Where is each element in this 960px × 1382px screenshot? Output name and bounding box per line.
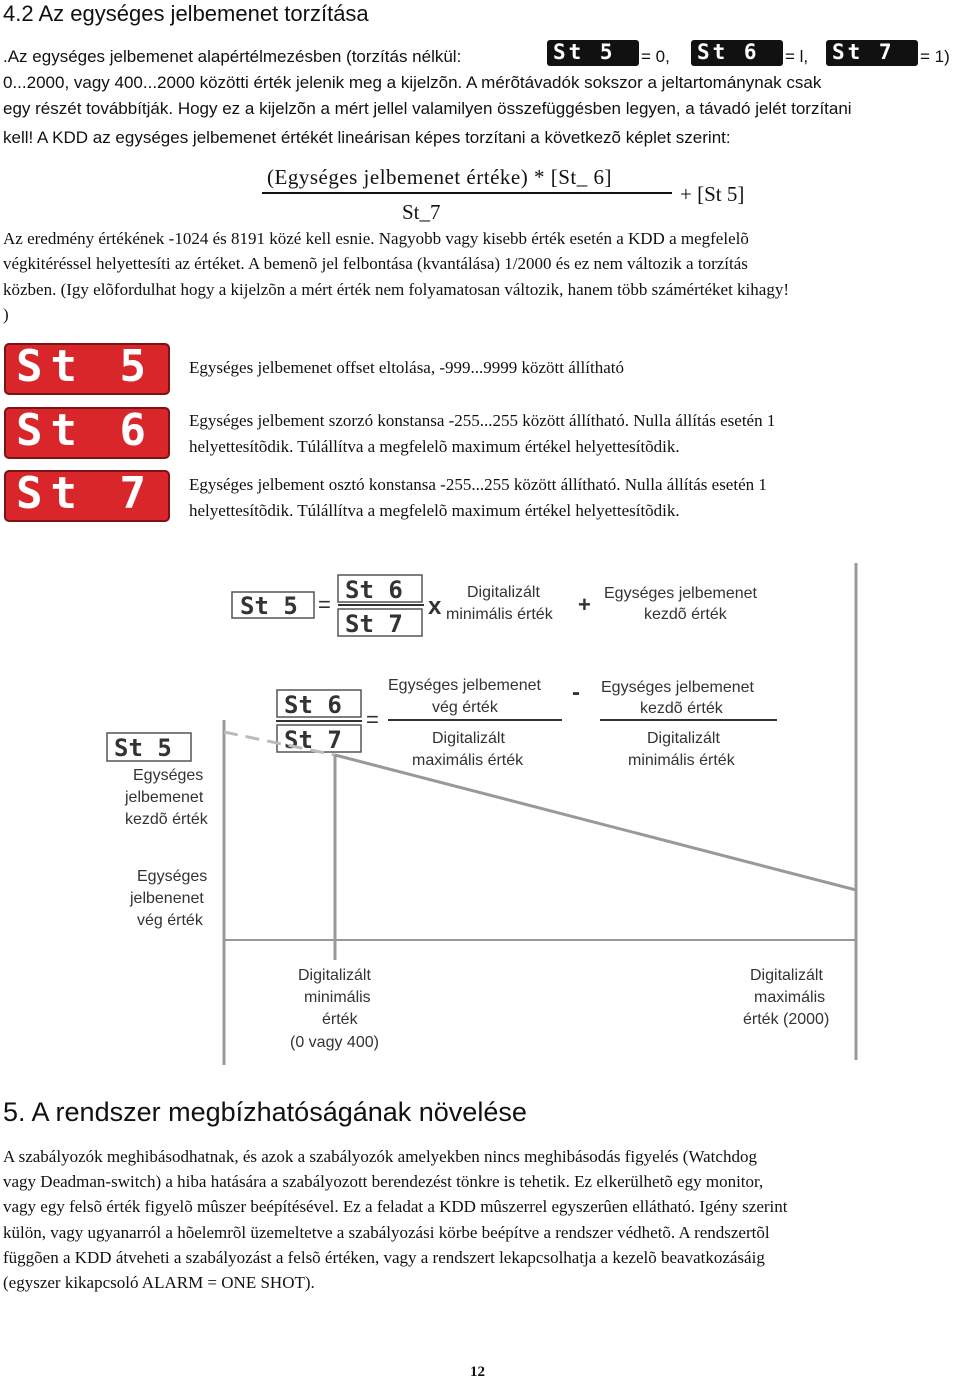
st5-display-large-label: St 5 — [16, 341, 154, 392]
diagram-r1-term1-a: Digitalizált — [467, 584, 540, 601]
diagram-r1-plus: + — [578, 592, 591, 617]
section-title: 4.2 Az egységes jelbemenet torzítása — [3, 1, 369, 26]
diagram-r2-st6-label: St 6 — [284, 691, 342, 719]
intro-eq0: = 0, — [641, 47, 670, 66]
param-st6-desc-2: helyettesítõdik. Túlállítva a megfelelõ maximum értékel helyettesítõdik. — [189, 437, 680, 456]
x-max-3: érték (2000) — [743, 1011, 830, 1028]
intro-line-4: kell! A KDD az egységes jelbemenet értékét lineárisan képes torzítani a következõ képlet szerint: — [3, 128, 731, 147]
y-end-1: Egységes — [137, 868, 208, 885]
diagram-slope-line — [335, 755, 856, 890]
section5-line-6: (egyszer kikapcsoló ALARM = ONE SHOT). — [3, 1273, 315, 1292]
st6-display-label: St 6 — [697, 40, 760, 64]
diagram-st7-label: St 7 — [345, 610, 403, 638]
result-line-1: Az eredmény értékének -1024 és 8191 közé kell esnie. Nagyobb vagy kisebb érték esetén a KDD a megfelelõ — [3, 229, 749, 248]
diagram-st6-label: St 6 — [345, 576, 403, 604]
y-end-3: vég érték — [137, 912, 203, 929]
diagram-r2-f2-num-a: Egységes jelbemenet — [601, 679, 754, 696]
intro-eq1: = l, — [785, 47, 809, 66]
st7-display-large — [4, 470, 170, 522]
y-end-2: jelbenenet — [130, 890, 204, 907]
diagram-r1-term2-a: Egységes jelbemenet — [604, 585, 757, 602]
diagram-r1-term1-b: minimális érték — [446, 606, 553, 623]
diagram-r1-term2-b: kezdõ érték — [644, 606, 727, 623]
x-max-2: maximális — [754, 989, 826, 1006]
st6-display-large-label: St 6 — [16, 405, 154, 456]
x-min-4: (0 vagy 400) — [290, 1034, 379, 1051]
param-st7-desc-2: helyettesítõdik. Túlállítva a megfelelõ maximum értékel helyettesítõdik. — [189, 501, 680, 520]
diagram-r2-f2-den-a: Digitalizált — [647, 730, 720, 747]
diagram-st5-label: St 5 — [240, 592, 298, 620]
st5-display-label: St 5 — [553, 40, 616, 64]
x-max-1: Digitalizált — [750, 967, 823, 984]
section5-line-3: vagy egy felsõ érték figyelõ mûszer beépítésével. Ez a feladat a KDD mûszerrel egyszerûen ellátható. Igény szerint — [3, 1197, 788, 1216]
section5-line-1: A szabályozók meghibásodhatnak, és azok a szabályozók amelyekben nincs meghibásodás figyelés (Watchdog — [3, 1147, 757, 1166]
st7-display-label: St 7 — [832, 40, 895, 64]
page-number: 12 — [470, 1364, 485, 1380]
section5-line-5: függõen a KDD átveheti a szabályozást a felsõ értéken, vagy a rendszert lekapcsolhatja a kezelõ beavatkozásáig — [3, 1248, 765, 1267]
diagram-r2-f1-num-a: Egységes jelbemenet — [388, 677, 541, 694]
formula-numerator: (Egységes jelbemenet értéke) * [St_ 6] — [267, 165, 612, 189]
formula-fraction-line — [262, 192, 672, 194]
diagram-r2-f1-den-a: Digitalizált — [432, 730, 505, 747]
intro-line-1: .Az egységes jelbemenet alapértélmezésben (torzítás nélkül: — [3, 47, 462, 66]
diagram-r2-f2-num-b: kezdõ érték — [640, 700, 723, 717]
section5-line-2: vagy Deadman-switch) a hiba hatására a szabályozott berendezést tönkre is tehetik. Ez elkerülhetõ egy monitor, — [3, 1172, 764, 1191]
x-min-2: minimális — [304, 989, 371, 1006]
diagram-r2-eq: = — [366, 707, 379, 732]
formula-denominator: St_7 — [402, 200, 441, 224]
intro-eq2: = 1) — [920, 47, 950, 66]
st7-display-small — [826, 40, 918, 66]
result-line-4: ) — [3, 305, 9, 324]
section5-title: 5. A rendszer megbízhatóságának növelése — [3, 1097, 527, 1127]
param-st6-desc-1: Egységes jelbement szorzó konstansa -255...255 között állítható. Nulla állítás esetén 1 — [189, 411, 776, 430]
y-start-1: Egységes — [133, 767, 204, 784]
param-st7-desc-1: Egységes jelbement osztó konstansa -255...255 között állítható. Nulla állítás esetén 1 — [189, 475, 767, 494]
scaling-diagram — [0, 560, 960, 1070]
section5-line-4: külön, vagy ugyanarról a hõelemrõl üzemeltetve a szabályozási körbe beépítve a rendszer védhetõ. A rendszertõl — [3, 1223, 770, 1242]
x-min-1: Digitalizált — [298, 967, 371, 984]
st5-display-large — [4, 343, 170, 395]
diagram-r2-minus: - — [572, 679, 580, 706]
y-start-2: jelbemenet — [125, 789, 204, 806]
diagram-times: x — [428, 593, 442, 620]
diagram-r2-f1-den-b: maximális érték — [412, 752, 524, 769]
st5-display-small — [547, 40, 639, 66]
diagram-left-st5-label: St 5 — [114, 734, 172, 762]
diagram-r2-f2-den-b: minimális érték — [628, 752, 735, 769]
y-start-3: kezdõ érték — [125, 811, 208, 828]
st6-display-small — [691, 40, 783, 66]
formula-plus-term: + [St 5] — [680, 182, 745, 206]
result-line-3: közben. (Igy elõfordulhat hogy a kijelzõn a mért érték nem folyamatosan változik, hanem több számértéket kihagy! — [3, 280, 789, 299]
diagram-r2-f1-num-b: vég érték — [432, 699, 498, 716]
intro-line-2: 0...2000, vagy 400...2000 közötti érték jelenik meg a kijelzõn. A mérõtávadók sokszor a jeltartománynak csak — [3, 73, 822, 92]
diagram-r2-st7-label: St 7 — [284, 726, 342, 754]
result-line-2: végkitéréssel helyettesíti az értéket. A bemenõ jel felbontása (kvantálása) 1/2000 és ez nem változik a torzítás — [3, 254, 748, 273]
st6-display-large — [4, 407, 170, 459]
intro-line-3: egy részét továbbítják. Hogy ez a kijelzõn a mért jellel valamilyen összefüggésben legyen, a távadó jelét torzítani — [3, 99, 852, 118]
param-st5-desc: Egységes jelbemenet offset eltolása, -999...9999 között állítható — [189, 358, 624, 377]
diagram-row1-eq: = — [318, 592, 331, 617]
st7-display-large-label: St 7 — [16, 468, 154, 519]
x-min-3: érték — [322, 1011, 358, 1028]
